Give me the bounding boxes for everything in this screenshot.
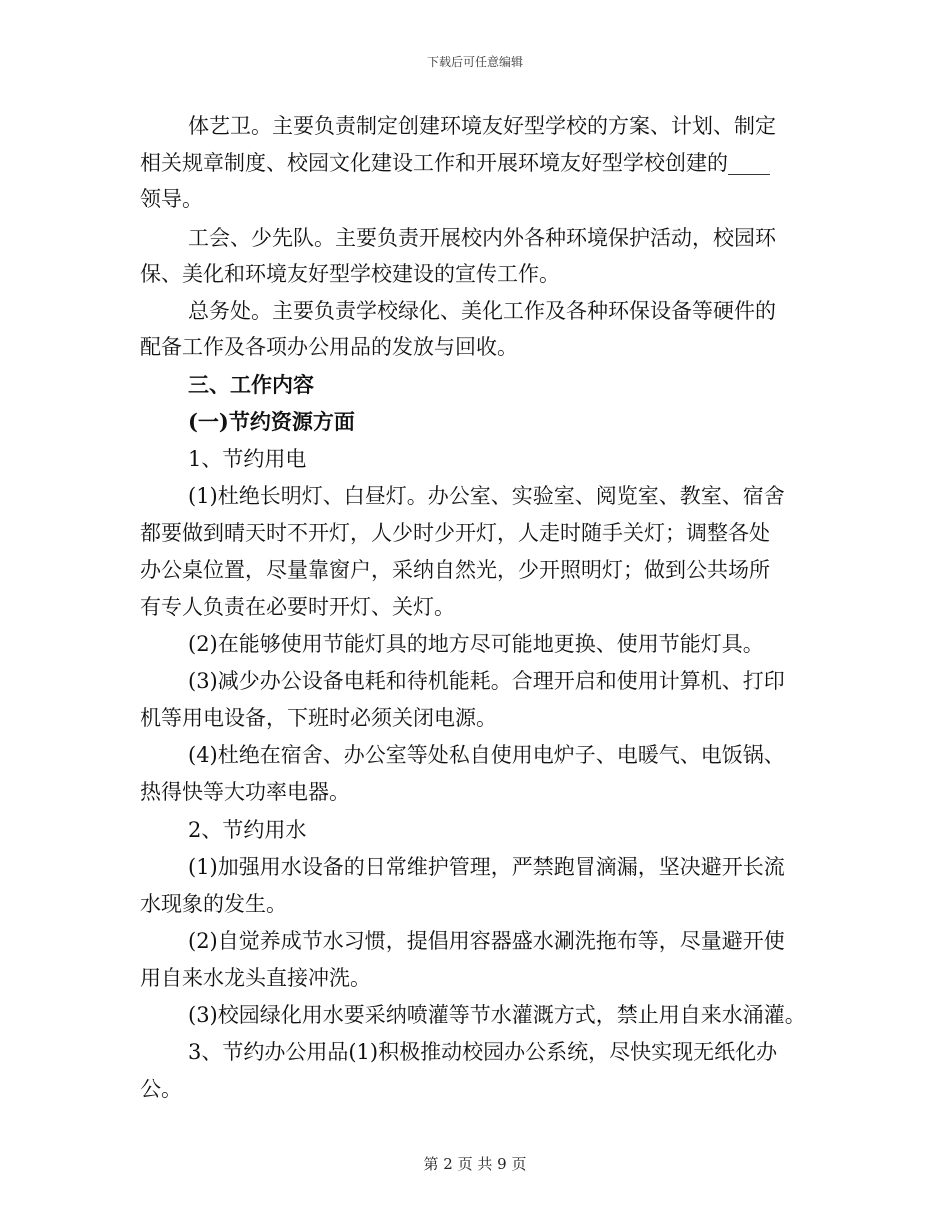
item-heading: 2、节约用水 [188, 818, 307, 842]
paragraph-line: 公。 [140, 1077, 182, 1101]
paragraph-line: 保、美化和环境友好型学校建设的宣传工作。 [140, 262, 560, 286]
paragraph-line: 配备工作及各项办公用品的发放与回收。 [140, 335, 518, 359]
paragraph-line: 热得快等大功率电器。 [140, 780, 350, 804]
paragraph-line: (3)校园绿化用水要采纳喷灌等节水灌溉方式，禁止用自来水涌灌。 [188, 1003, 806, 1027]
paragraph-line: 总务处。主要负责学校绿化、美化工作及各种环保设备等硬件的 [188, 299, 776, 323]
paragraph-line: 领导。 [140, 187, 203, 211]
paragraph-line: 办公桌位置，尽量靠窗户，采纳自然光，少开照明灯；做到公共场所 [140, 558, 770, 582]
paragraph-line: 都要做到晴天时不开灯，人少时少开灯，人走时随手关灯；调整各处 [140, 521, 770, 545]
page-footer: 第 2 页 共 9 页 [423, 1155, 527, 1173]
paragraph-line: 机等用电设备，下班时必须关闭电源。 [140, 706, 497, 730]
paragraph-line: (1)杜绝长明灯、白昼灯。办公室、实验室、阅览室、教室、宿舍 [188, 484, 785, 508]
paragraph-line: (4)杜绝在宿舍、办公室等处私自使用电炉子、电暖气、电饭锅、 [188, 743, 785, 767]
paragraph-line: 用自来水龙头直接冲洗。 [140, 966, 371, 990]
item-heading: 1、节约用电 [188, 447, 307, 471]
paragraph-line: 水现象的发生。 [140, 892, 287, 916]
paragraph-line: (2)在能够使用节能灯具的地方尽可能地更换、使用节能灯具。 [188, 632, 764, 656]
paragraph-line: 有专人负责在必要时开灯、关灯。 [140, 595, 455, 619]
subsection-heading: (一)节约资源方面 [188, 409, 355, 434]
page-header: 下载后可任意编辑 [426, 55, 523, 69]
paragraph-line: 工会、少先队。主要负责开展校内外各种环境保护活动，校园环 [188, 226, 776, 250]
paragraph-line: 3、节约办公用品(1)积极推动校园办公系统，尽快实现无纸化办 [188, 1040, 778, 1064]
section-heading: 三、工作内容 [188, 372, 314, 397]
paragraph-line: 相关规章制度、校园文化建设工作和开展环境友好型学校创建的____ [140, 151, 770, 175]
paragraph-line: 体艺卫。主要负责制定创建环境友好型学校的方案、计划、制定 [188, 114, 776, 138]
paragraph-line: (1)加强用水设备的日常维护管理，严禁跑冒滴漏，坚决避开长流 [188, 855, 785, 879]
paragraph-line: (3)减少办公设备电耗和待机能耗。合理开启和使用计算机、打印 [188, 669, 785, 693]
paragraph-line: (2)自觉养成节水习惯，提倡用容器盛水涮洗拖布等，尽量避开使 [188, 929, 785, 953]
